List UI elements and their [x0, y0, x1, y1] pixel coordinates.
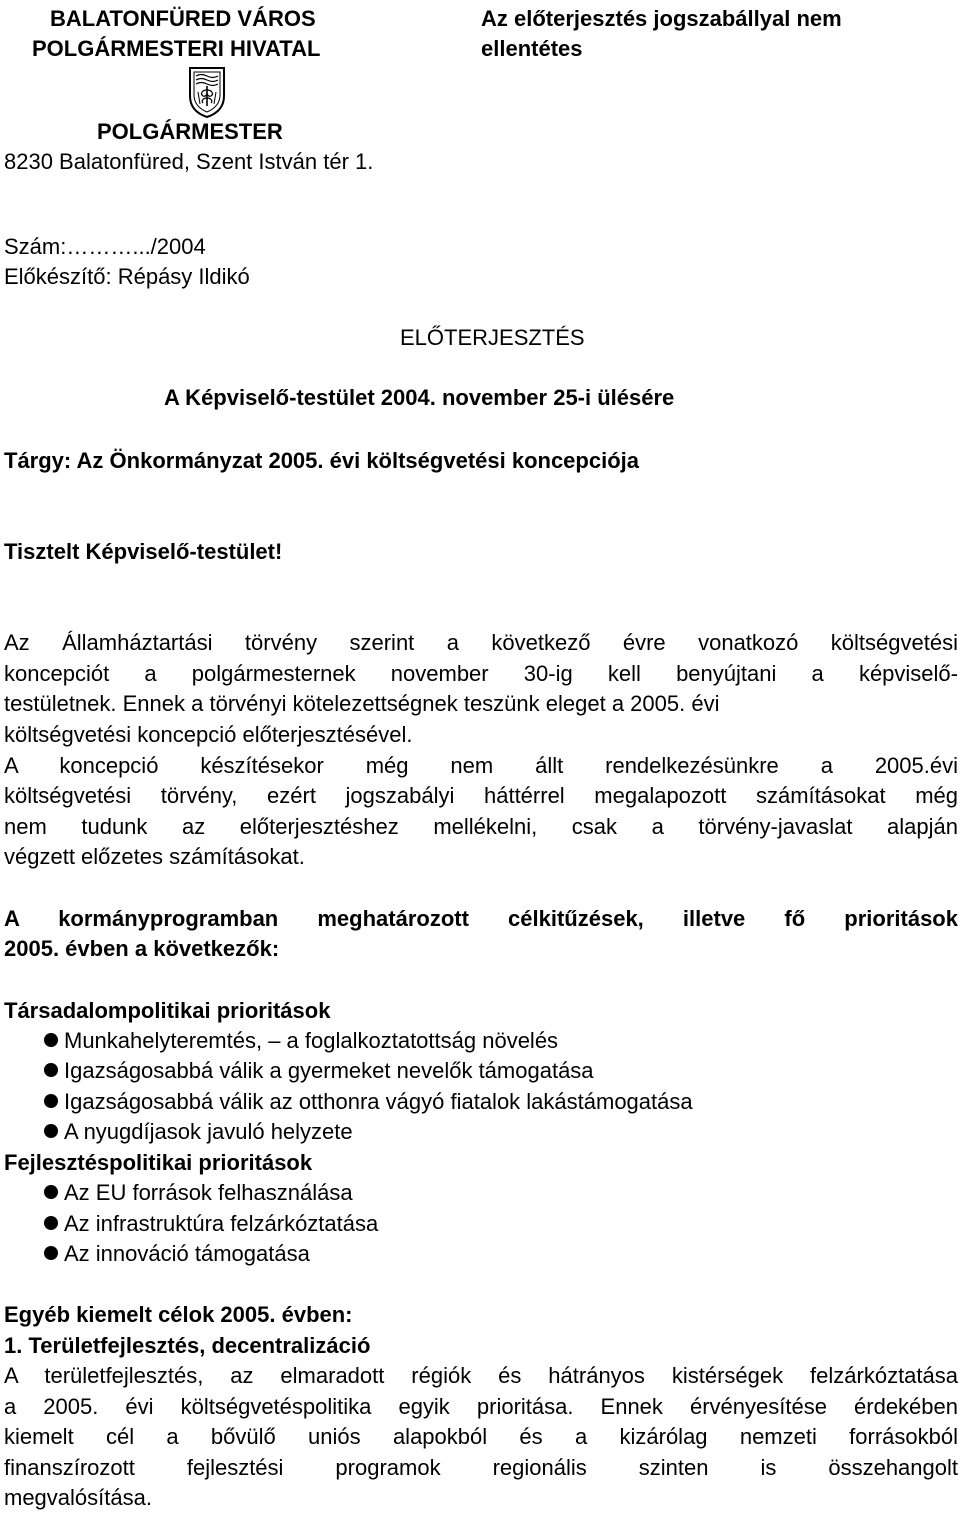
intro-line: A koncepció készítésekor még nem állt rendelkezésünkre a 2005.évi: [4, 753, 958, 778]
section1-line: finanszírozott fejlesztési programok regionális szinten is összehangolt: [4, 1455, 958, 1480]
filled-circle-bullet-icon: [44, 1033, 58, 1047]
filled-circle-bullet-icon: [44, 1124, 58, 1138]
list-item: Munkahelyteremtés, – a foglalkoztatottság növelés: [44, 1026, 558, 1056]
prepared-by: Előkészítő: Répásy Ildikó: [4, 264, 250, 289]
list-item: Az EU források felhasználása: [44, 1178, 353, 1208]
office-name-line1: BALATONFÜRED VÁROS: [50, 6, 316, 31]
mayor-title: POLGÁRMESTER: [97, 119, 283, 144]
filled-circle-bullet-icon: [44, 1185, 58, 1199]
filled-circle-bullet-icon: [44, 1246, 58, 1260]
subject-line: Tárgy: Az Önkormányzat 2005. évi költségvetési koncepciója: [4, 448, 639, 473]
filled-circle-bullet-icon: [44, 1216, 58, 1230]
legal-note-line2: ellentétes: [481, 36, 583, 61]
section1-line: a 2005. évi költségvetéspolitika egyik prioritása. Ennek érvényesítése érdekében: [4, 1394, 958, 1419]
list-item: Igazságosabbá válik az otthonra vágyó fiatalok lakástámogatása: [44, 1087, 693, 1117]
intro-line: költségvetési törvény, ezért jogszabályi háttérrel megalapozott számításokat még: [4, 783, 958, 808]
salutation: Tisztelt Képviselő-testület!: [4, 539, 283, 564]
meeting-line: A Képviselő-testület 2004. november 25-i ülésére: [164, 385, 675, 410]
office-name-line2: POLGÁRMESTERI HIVATAL: [32, 36, 321, 61]
section1-title: 1. Területfejlesztés, decentralizáció: [4, 1333, 371, 1358]
intro-line: költségvetési koncepció előterjesztésével.: [4, 722, 413, 747]
section1-line: A területfejlesztés, az elmaradott régiók és hátrányos kistérségek felzárkóztatása: [4, 1363, 958, 1388]
intro-line: nem tudunk az előterjesztéshez mellékelni, csak a törvény-javaslat alapján: [4, 814, 958, 839]
list-item: A nyugdíjasok javuló helyzete: [44, 1117, 353, 1147]
document-title: ELŐTERJESZTÉS: [400, 325, 585, 350]
development-priorities-title: Fejlesztéspolitikai prioritások: [4, 1150, 313, 1175]
program-heading-line: A kormányprogramban meghatározott célkitűzések, illetve fő prioritások: [4, 906, 958, 931]
list-item: Az innováció támogatása: [44, 1239, 310, 1269]
city-coat-of-arms-icon: [188, 66, 226, 118]
other-goals-title: Egyéb kiemelt célok 2005. évben:: [4, 1302, 353, 1327]
section1-line: megvalósítása.: [4, 1485, 152, 1510]
document-number: Szám:……….../2004: [4, 234, 206, 259]
program-heading-line: 2005. évben a következők:: [4, 936, 280, 961]
office-address: 8230 Balatonfüred, Szent István tér 1.: [4, 149, 374, 174]
list-item: Igazságosabbá válik a gyermeket nevelők támogatása: [44, 1056, 594, 1086]
list-item: Az infrastruktúra felzárkóztatása: [44, 1209, 378, 1239]
social-priorities-title: Társadalompolitikai prioritások: [4, 998, 331, 1023]
intro-line: végzett előzetes számításokat.: [4, 844, 305, 869]
intro-line: koncepciót a polgármesternek november 30-ig kell benyújtani a képviselő-: [4, 661, 958, 686]
section1-line: kiemelt cél a bővülő uniós alapokból és a kizárólag nemzeti forrásokból: [4, 1424, 958, 1449]
filled-circle-bullet-icon: [44, 1094, 58, 1108]
intro-line: Az Államháztartási törvény szerint a következő évre vonatkozó költségvetési: [4, 630, 958, 655]
intro-line: testületnek. Ennek a törvényi kötelezettségnek teszünk eleget a 2005. évi: [4, 691, 720, 716]
filled-circle-bullet-icon: [44, 1063, 58, 1077]
legal-note-line1: Az előterjesztés jogszabállyal nem: [481, 6, 842, 31]
